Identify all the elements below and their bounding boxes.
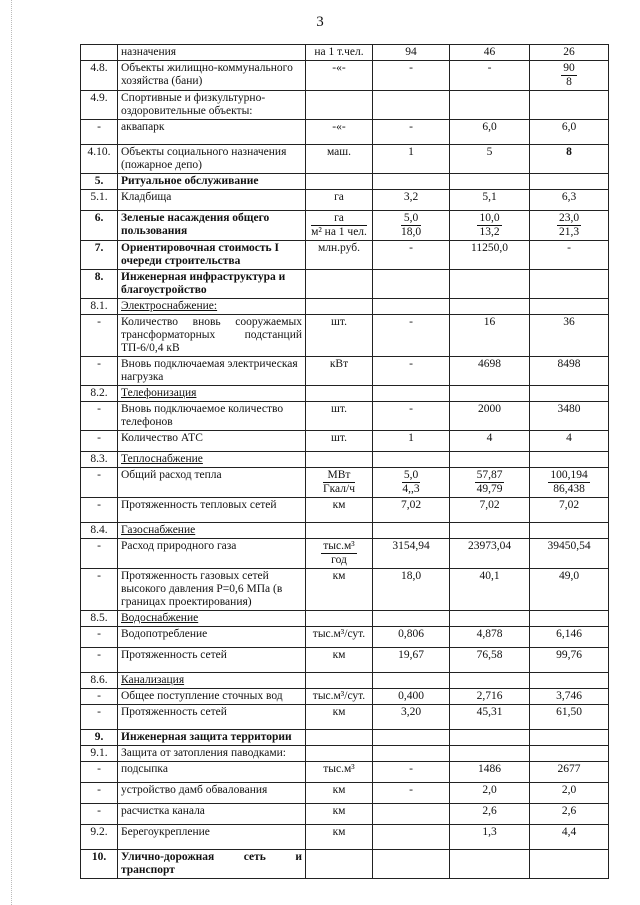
- row-unit: на 1 т.чел.: [306, 45, 373, 61]
- row-number: 4.9.: [81, 91, 118, 120]
- row-value-1: 0,806: [373, 627, 450, 648]
- row-value-1: [373, 804, 450, 825]
- row-value-3: [530, 746, 609, 762]
- row-number: 4.10.: [81, 145, 118, 174]
- row-unit: шт.: [306, 402, 373, 431]
- section-number: 6.: [81, 211, 118, 241]
- row-value-1: 3,20: [373, 705, 450, 730]
- table-row: [81, 402, 609, 431]
- row-unit: [306, 539, 373, 569]
- unit-numerator: тыс.м³: [323, 540, 355, 552]
- row-value-2: 16: [450, 315, 530, 357]
- row-value-3: 3480: [530, 402, 609, 431]
- row-value-1: 1: [373, 431, 450, 452]
- row-unit: кВт: [306, 357, 373, 386]
- value-denominator: 49,79: [476, 483, 503, 495]
- table-row: [81, 762, 609, 783]
- subsection-number: 8.6.: [81, 673, 118, 689]
- row-value-1: -: [373, 402, 450, 431]
- row-value-1: 1: [373, 145, 450, 174]
- row-unit: км: [306, 705, 373, 730]
- row-number: -: [81, 315, 118, 357]
- row-value-3: 39450,54: [530, 539, 609, 569]
- row-value-3: [530, 611, 609, 627]
- subsection-number: 8.5.: [81, 611, 118, 627]
- row-value-3: 8498: [530, 357, 609, 386]
- subsection-number: 8.1.: [81, 299, 118, 315]
- table-row: [81, 145, 609, 174]
- row-value-3: [530, 468, 609, 498]
- table-row: [81, 523, 609, 539]
- row-value-2: 4698: [450, 357, 530, 386]
- row-value-3: [530, 91, 609, 120]
- row-value-2: 1486: [450, 762, 530, 783]
- subsection-number: 8.2.: [81, 386, 118, 402]
- table-row: [81, 648, 609, 673]
- row-value-2: 2,716: [450, 689, 530, 705]
- row-number: -: [81, 783, 118, 804]
- row-value-1: [373, 746, 450, 762]
- table-row: [81, 705, 609, 730]
- table-row: [81, 825, 609, 850]
- row-unit: [306, 611, 373, 627]
- row-number: 4.8.: [81, 61, 118, 91]
- row-value-1: 94: [373, 45, 450, 61]
- table-row: [81, 730, 609, 746]
- row-name: устройство дамб обвалования: [118, 783, 306, 804]
- table-row: [81, 783, 609, 804]
- row-value-1: [373, 730, 450, 746]
- row-unit: га: [306, 190, 373, 211]
- row-value-1: 7,02: [373, 498, 450, 523]
- row-unit: [306, 299, 373, 315]
- row-unit: [306, 468, 373, 498]
- row-value-2: 5: [450, 145, 530, 174]
- row-value-2: [450, 211, 530, 241]
- section-number: 10.: [81, 850, 118, 879]
- section-title: Инженерная защита территории: [118, 730, 306, 746]
- row-unit: [306, 174, 373, 190]
- subsection-title: Газоснабжение: [118, 523, 306, 539]
- row-value-3: [530, 523, 609, 539]
- unit-denominator: Гкал/ч: [323, 483, 355, 495]
- row-name: аквапарк: [118, 120, 306, 145]
- row-value-2: 5,1: [450, 190, 530, 211]
- row-value-2: [450, 270, 530, 299]
- row-value-3: 2,6: [530, 804, 609, 825]
- row-unit: млн.руб.: [306, 241, 373, 270]
- row-value-2: 46: [450, 45, 530, 61]
- row-value-1: -: [373, 762, 450, 783]
- row-number: -: [81, 431, 118, 452]
- row-value-2: [450, 746, 530, 762]
- row-unit: км: [306, 648, 373, 673]
- row-value-2: 40,1: [450, 569, 530, 611]
- row-value-2: 7,02: [450, 498, 530, 523]
- subsection-title: Канализация: [118, 673, 306, 689]
- subsection-number: 8.4.: [81, 523, 118, 539]
- row-name: назначения: [118, 45, 306, 61]
- row-value-3: 26: [530, 45, 609, 61]
- row-value-1: [373, 299, 450, 315]
- row-value-1: [373, 270, 450, 299]
- row-name: Водопотребление: [118, 627, 306, 648]
- table-row: [81, 673, 609, 689]
- row-number: [81, 45, 118, 61]
- table-row: [81, 746, 609, 762]
- table-row: [81, 611, 609, 627]
- row-unit: шт.: [306, 431, 373, 452]
- row-unit: маш.: [306, 145, 373, 174]
- row-number: -: [81, 539, 118, 569]
- row-number: -: [81, 689, 118, 705]
- section-title: Улично-дорожная сеть и транспорт: [118, 850, 306, 879]
- row-value-1: [373, 91, 450, 120]
- row-unit: км: [306, 825, 373, 850]
- table-row: [81, 299, 609, 315]
- row-unit: [306, 730, 373, 746]
- row-value-3: 2677: [530, 762, 609, 783]
- row-value-3: [530, 673, 609, 689]
- row-name: Протяженность сетей: [118, 705, 306, 730]
- row-name: Протяженность тепловых сетей: [118, 498, 306, 523]
- row-value-1: [373, 211, 450, 241]
- row-value-1: -: [373, 61, 450, 91]
- row-value-3: 4: [530, 431, 609, 452]
- row-value-1: -: [373, 241, 450, 270]
- row-value-3: 4,4: [530, 825, 609, 850]
- row-value-1: -: [373, 783, 450, 804]
- subsection-number: 9.1.: [81, 746, 118, 762]
- table-row: [81, 539, 609, 569]
- row-value-1: [373, 825, 450, 850]
- subsection-title: Телефонизация: [118, 386, 306, 402]
- row-value-3: [530, 299, 609, 315]
- section-title: Инженерная инфраструктура и благоустройство: [118, 270, 306, 299]
- section-title: Зеленые насаждения общего пользования: [118, 211, 306, 241]
- row-number: -: [81, 498, 118, 523]
- row-value-2: 2000: [450, 402, 530, 431]
- page-number: 3: [316, 14, 324, 30]
- row-value-2: 23973,04: [450, 539, 530, 569]
- row-value-2: 45,31: [450, 705, 530, 730]
- row-number: -: [81, 648, 118, 673]
- row-value-1: 19,67: [373, 648, 450, 673]
- value-denominator: 13,2: [479, 226, 500, 238]
- row-unit: шт.: [306, 315, 373, 357]
- row-value-1: [373, 468, 450, 498]
- row-value-3: [530, 211, 609, 241]
- row-value-2: [450, 611, 530, 627]
- row-value-3: 99,76: [530, 648, 609, 673]
- row-unit: [306, 386, 373, 402]
- row-value-1: -: [373, 315, 450, 357]
- row-value-2: [450, 452, 530, 468]
- table-row: [81, 61, 609, 91]
- row-unit: тыс.м³/сут.: [306, 627, 373, 648]
- row-value-2: 4,878: [450, 627, 530, 648]
- table-row: [81, 120, 609, 145]
- value-denominator: 18,0: [400, 226, 422, 238]
- section-number: 8.: [81, 270, 118, 299]
- row-value-3: 2,0: [530, 783, 609, 804]
- row-value-2: [450, 91, 530, 120]
- row-number: 5.1.: [81, 190, 118, 211]
- row-name: Протяженность газовых сетей высокого давления Р=0,6 МПа (в границах проектирования): [118, 569, 306, 611]
- table-row: [81, 241, 609, 270]
- row-value-1: [373, 611, 450, 627]
- table-row: [81, 190, 609, 211]
- value-numerator: 100,194: [550, 469, 588, 481]
- row-value-3: [530, 270, 609, 299]
- row-number: -: [81, 804, 118, 825]
- row-value-2: 76,58: [450, 648, 530, 673]
- subsection-number: 9.2.: [81, 825, 118, 850]
- row-value-3: [530, 61, 609, 91]
- row-value-2: [450, 299, 530, 315]
- section-title: Ориентировочная стоимость I очереди строительства: [118, 241, 306, 270]
- row-unit: тыс.м³/сут.: [306, 689, 373, 705]
- row-unit: [306, 523, 373, 539]
- unit-denominator: м² на 1 чел.: [311, 226, 367, 238]
- row-number: -: [81, 627, 118, 648]
- unit-numerator: га: [311, 212, 367, 226]
- row-name: Общий расход тепла: [118, 468, 306, 498]
- section-number: 7.: [81, 241, 118, 270]
- value-denominator: 21,3: [558, 226, 580, 238]
- row-value-1: 18,0: [373, 569, 450, 611]
- row-value-2: [450, 174, 530, 190]
- row-value-2: 1,3: [450, 825, 530, 850]
- row-value-2: [450, 386, 530, 402]
- value-numerator: 57,87: [476, 469, 503, 481]
- row-unit: тыс.м³: [306, 762, 373, 783]
- row-unit: -«-: [306, 120, 373, 145]
- row-name: Количество АТС: [118, 431, 306, 452]
- subsection-title: Водоснабжение: [118, 611, 306, 627]
- row-number: -: [81, 468, 118, 498]
- table-row: [81, 689, 609, 705]
- row-value-1: [373, 850, 450, 879]
- row-unit: км: [306, 783, 373, 804]
- table-row: [81, 386, 609, 402]
- row-number: -: [81, 705, 118, 730]
- row-number: -: [81, 762, 118, 783]
- row-name: Расход природного газа: [118, 539, 306, 569]
- section-number: 5.: [81, 174, 118, 190]
- value-numerator: 23,0: [558, 212, 580, 224]
- value-numerator: 5,0: [403, 469, 419, 481]
- table-row: [81, 211, 609, 241]
- scan-margin-line: [11, 0, 12, 905]
- row-unit: [306, 746, 373, 762]
- row-value-1: [373, 523, 450, 539]
- row-name: Объекты жилищно-коммунального хозяйства (бани): [118, 61, 306, 91]
- row-unit: [306, 452, 373, 468]
- row-value-1: [373, 673, 450, 689]
- row-value-3: 36: [530, 315, 609, 357]
- row-unit: км: [306, 498, 373, 523]
- row-number: -: [81, 569, 118, 611]
- row-value-2: 2,6: [450, 804, 530, 825]
- table-row: [81, 850, 609, 879]
- row-value-2: [450, 673, 530, 689]
- row-unit: [306, 850, 373, 879]
- subsection-number: 8.3.: [81, 452, 118, 468]
- row-unit: км: [306, 804, 373, 825]
- row-value-2: [450, 730, 530, 746]
- table-row: [81, 431, 609, 452]
- subsection-title: Теплоснабжение: [118, 452, 306, 468]
- row-number: -: [81, 120, 118, 145]
- row-value-1: [373, 452, 450, 468]
- row-name: Берегоукрепление: [118, 825, 306, 850]
- row-name: Общее поступление сточных вод: [118, 689, 306, 705]
- row-unit: км: [306, 569, 373, 611]
- row-unit: [306, 91, 373, 120]
- row-name: Защита от затопления паводками:: [118, 746, 306, 762]
- table-row: [81, 569, 609, 611]
- row-value-3: 8: [530, 145, 609, 174]
- row-value-3: 61,50: [530, 705, 609, 730]
- table-row: [81, 357, 609, 386]
- row-value-1: -: [373, 120, 450, 145]
- unit-numerator: МВт: [323, 469, 355, 483]
- row-value-2: -: [450, 61, 530, 91]
- row-value-3: [530, 850, 609, 879]
- table-row: [81, 804, 609, 825]
- value-denominator: 8: [566, 76, 572, 88]
- row-unit: [306, 673, 373, 689]
- value-numerator: 90: [563, 62, 575, 74]
- row-value-3: 6,3: [530, 190, 609, 211]
- row-name: Протяженность сетей: [118, 648, 306, 673]
- row-value-3: 3,746: [530, 689, 609, 705]
- section-number: 9.: [81, 730, 118, 746]
- row-unit: [306, 211, 373, 241]
- table-row: [81, 498, 609, 523]
- row-value-1: 3,2: [373, 190, 450, 211]
- row-value-1: -: [373, 357, 450, 386]
- row-name: Вновь подключаемое количество телефонов: [118, 402, 306, 431]
- table-row: [81, 174, 609, 190]
- row-value-3: [530, 174, 609, 190]
- row-name: Спортивные и физкультурно-оздоровительные объекты:: [118, 91, 306, 120]
- table-row: [81, 452, 609, 468]
- row-value-1: 0,400: [373, 689, 450, 705]
- row-value-1: 3154,94: [373, 539, 450, 569]
- value-numerator: 10,0: [479, 212, 500, 224]
- row-name: расчистка канала: [118, 804, 306, 825]
- row-value-3: [530, 452, 609, 468]
- table-row: [81, 45, 609, 61]
- indicators-table: [80, 44, 609, 879]
- row-value-3: [530, 730, 609, 746]
- row-number: -: [81, 402, 118, 431]
- row-value-3: 49,0: [530, 569, 609, 611]
- value-denominator: 4,,3: [402, 483, 420, 495]
- row-value-2: 6,0: [450, 120, 530, 145]
- table-row: [81, 315, 609, 357]
- table-row: [81, 468, 609, 498]
- table-row: [81, 270, 609, 299]
- row-value-3: 6,0: [530, 120, 609, 145]
- row-name: подсыпка: [118, 762, 306, 783]
- value-denominator: 86,438: [553, 483, 585, 495]
- row-unit: [306, 270, 373, 299]
- row-unit: -«-: [306, 61, 373, 91]
- row-name: Количество вновь сооружаемых трансформаторных подстанций ТП-6/0,4 кВ: [118, 315, 306, 357]
- table-row: [81, 91, 609, 120]
- row-value-3: -: [530, 241, 609, 270]
- table-row: [81, 627, 609, 648]
- row-name: Вновь подключаемая электрическая нагрузка: [118, 357, 306, 386]
- row-value-2: 2,0: [450, 783, 530, 804]
- subsection-title: Электроснабжение:: [118, 299, 306, 315]
- row-value-3: 6,146: [530, 627, 609, 648]
- row-value-2: [450, 523, 530, 539]
- row-value-2: [450, 468, 530, 498]
- row-value-2: 4: [450, 431, 530, 452]
- row-value-1: [373, 386, 450, 402]
- value-numerator: 5,0: [401, 212, 421, 226]
- row-value-3: 7,02: [530, 498, 609, 523]
- row-value-3: [530, 386, 609, 402]
- row-number: -: [81, 357, 118, 386]
- unit-denominator: год: [331, 554, 347, 566]
- row-name: Кладбища: [118, 190, 306, 211]
- row-value-2: [450, 850, 530, 879]
- section-title: Ритуальное обслуживание: [118, 174, 306, 190]
- row-value-2: 11250,0: [450, 241, 530, 270]
- row-name: Объекты социального назначения (пожарное депо): [118, 145, 306, 174]
- row-value-1: [373, 174, 450, 190]
